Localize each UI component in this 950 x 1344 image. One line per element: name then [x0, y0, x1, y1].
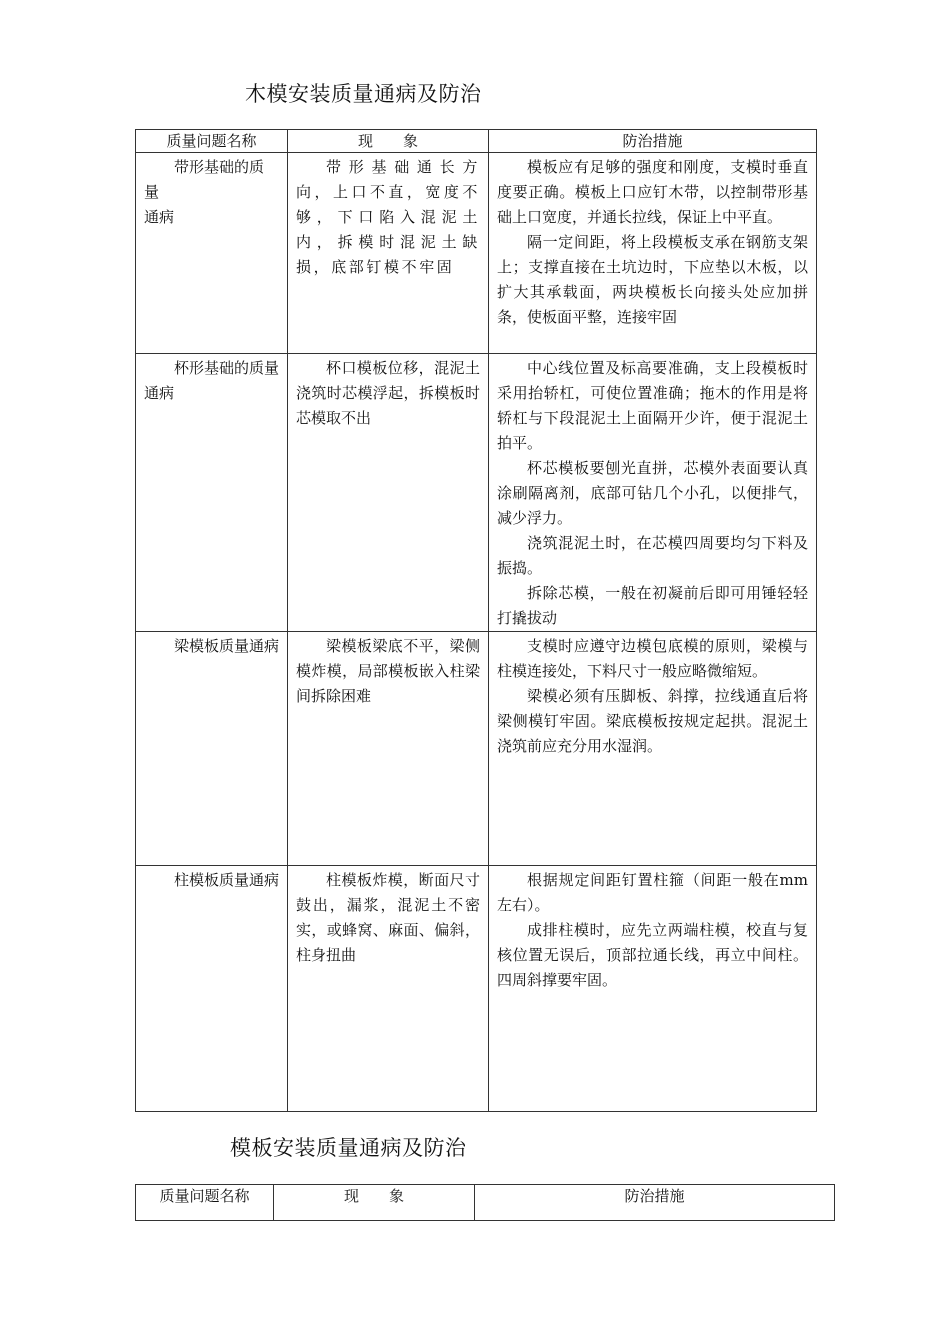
- phenomenon-cell: [288, 153, 489, 354]
- defect-name-cell: [136, 632, 288, 866]
- table-header-row: [136, 1185, 835, 1221]
- defect-name-cell: [136, 153, 288, 354]
- measure-paragraph: 杯芯模板要刨光直拼，芯模外表面要认真涂刷隔离剂，底部可钻几个小孔，以便排气，减少浮力。: [497, 459, 808, 527]
- measures-cell: [489, 354, 817, 632]
- measure-paragraph: 梁模必须有压脚板、斜撑，拉线通直后将梁侧模钉牢固。梁底模板按规定起拱。混泥土浇筑前应充分用水湿润。: [497, 687, 808, 755]
- measure-paragraph: 拆除芯模，一般在初凝前后即可用锤轻轻打撬拔动: [497, 584, 808, 627]
- header-measures: 防治措施: [475, 1185, 835, 1221]
- phenomenon-cell: [288, 632, 489, 866]
- page-title: 木模安装质量通病及防治: [245, 82, 482, 106]
- table-header-row: [136, 130, 817, 153]
- defect-name-line: 梁模板质量通病: [174, 637, 280, 655]
- defect-name-line: 杯形基础的质量通病: [144, 359, 280, 402]
- defect-name-line: 带形基础的质: [174, 158, 265, 176]
- phenomenon-cell: [288, 866, 489, 1112]
- section-title: 模板安装质量通病及防治: [230, 1136, 467, 1160]
- table-row: [136, 153, 817, 354]
- phenomenon-text: 杯口模板位移，混泥土浇筑时芯模浮起，拆模板时芯模取不出: [296, 359, 480, 427]
- defects-table: [135, 129, 817, 1112]
- measure-paragraph: 浇筑混泥土时，在芯模四周要均匀下料及振捣。: [497, 534, 808, 577]
- table-row: [136, 354, 817, 632]
- measures-cell: [489, 632, 817, 866]
- header-phenomenon: 现 象: [288, 130, 489, 153]
- defect-name-line: 柱模板质量通病: [174, 871, 280, 889]
- phenomenon-cell: [288, 354, 489, 632]
- header-name: 质量问题名称: [136, 1185, 274, 1221]
- measure-paragraph: 根据规定间距钉置柱箍（间距一般在mm左右）。: [497, 871, 808, 914]
- header-phenomenon: 现 象: [274, 1185, 475, 1221]
- measures-cell: [489, 153, 817, 354]
- measure-paragraph: 中心线位置及标高要准确，支上段模板时采用抬轿杠，可使位置准确；拖木的作用是将轿杠与下段混泥土上面隔开少许，便于混泥土拍平。: [497, 359, 808, 452]
- measure-paragraph: 模板应有足够的强度和刚度，支模时垂直度要正确。模板上口应钉木带，以控制带形基础上口宽度，并通长拉线，保证上中平直。: [497, 158, 808, 226]
- defects-table-2: [135, 1184, 835, 1221]
- header-name: 质量问题名称: [136, 130, 288, 153]
- defect-name-line: 量: [144, 183, 160, 201]
- table-row: [136, 866, 817, 1112]
- defect-name-cell: [136, 354, 288, 632]
- phenomenon-text: 梁模板梁底不平，梁侧模炸模，局部模板嵌入柱梁间拆除困难: [296, 637, 480, 705]
- measures-cell: [489, 866, 817, 1112]
- phenomenon-text: 带形基础通长方向，上口不直，宽度不够，下口陷入混泥土内，拆模时混泥土缺损，底部钉模不牢固: [296, 158, 480, 276]
- measure-paragraph: 隔一定间距，将上段模板支承在钢筋支架上；支撑直接在土坑边时，下应垫以木板，以扩大其承载面，两块模板长向接头处应加拼条，使板面平整，连接牢固: [497, 233, 808, 326]
- table-row: [136, 632, 817, 866]
- measure-paragraph: 支模时应遵守边模包底模的原则，梁模与柱模连接处，下料尺寸一般应略微缩短。: [497, 637, 808, 680]
- header-measures: 防治措施: [489, 130, 817, 153]
- defect-name-cell: [136, 866, 288, 1112]
- measure-paragraph: 成排柱模时，应先立两端柱模，校直与复核位置无误后，顶部拉通长线，再立中间柱。四周斜撑要牢固。: [497, 921, 808, 989]
- phenomenon-text: 柱模板炸模，断面尺寸鼓出，漏浆，混泥土不密实，或蜂窝、麻面、偏斜，柱身扭曲: [296, 871, 480, 964]
- defect-name-line: 通病: [144, 208, 175, 226]
